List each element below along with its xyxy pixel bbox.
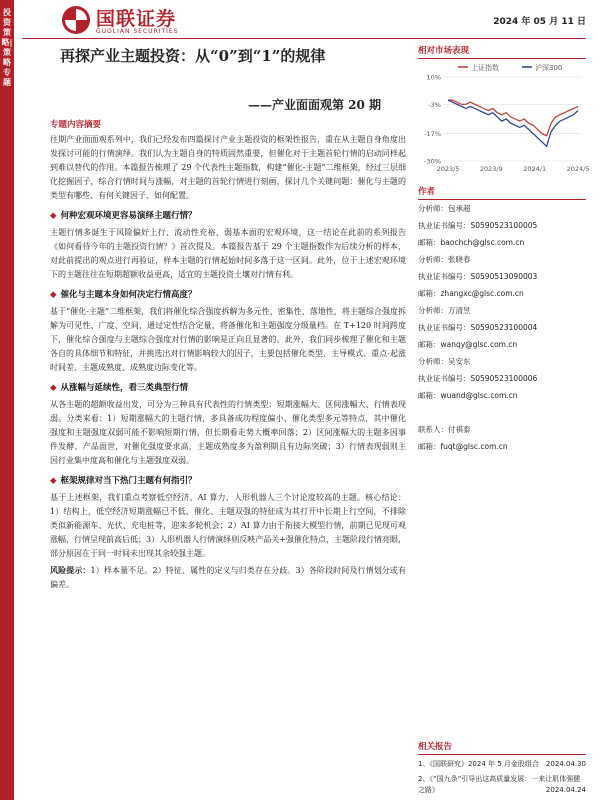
section-heading: ◆ 何种宏观环境更容易演绎主题行情？ xyxy=(50,211,197,221)
diamond-bullet-icon: ◆ xyxy=(50,476,57,486)
y-tick-label: -3% xyxy=(428,100,441,109)
y-tick-label: -30% xyxy=(424,157,441,166)
report-subtitle: ——产业面面观第 20 期 xyxy=(248,98,382,112)
vertical-category-bar xyxy=(0,0,14,800)
section-heading: ◆ 从涨幅与延续性，看三类典型行情 xyxy=(50,383,189,393)
author-line: 执业证书编号：S0590513090003 xyxy=(418,272,538,281)
logo-name-en: GUOLIAN SECURITIES xyxy=(96,28,179,35)
company-logo xyxy=(60,4,230,38)
author-line: 执业证书编号：S0590523100004 xyxy=(418,323,538,332)
series-line xyxy=(448,100,578,146)
author-line: 邮箱：zhangxc@glsc.com.cn xyxy=(418,289,524,298)
risk-text: 1）样本量不足。2）特征、属性的定义与归类存在分歧。3）各阶段时间及行情划分或有偏差。 xyxy=(50,566,407,589)
summary-heading: 专题内容摘要 xyxy=(50,120,102,130)
x-tick-label: 2023/9 xyxy=(479,165,503,173)
category-label: 投资策略|策略专题 xyxy=(1,8,13,87)
section-paragraph: 基于“催化-主题”二维框架，我们将催化综合强度拆解为多元性、密集性、落地性，将主题综合强度拆解为可见性、广度、空间，通过定性结合定量，将备催化和主题强度分级量档。在 T+120 时间跨度下，催化综合强度与主题综合强度对行情的影响是正向且显著的。此外，我们同步梳理了催化和主题各自的具体细节和特征，并挑选出对行情影响较大的因子，主要包括催化类型、主导模式、重点-起涨时间差、主题成熟度、成熟度边际变化等。 xyxy=(50,307,406,372)
market-chart-svg xyxy=(418,59,590,177)
diamond-bullet-icon: ◆ xyxy=(50,383,57,393)
author-line: 邮箱：wuand@glsc.com.cn xyxy=(418,391,518,400)
y-tick-label: 10% xyxy=(426,73,441,82)
author-line: 分析师：吴安东 xyxy=(418,357,471,366)
market-performance-panel xyxy=(418,44,590,179)
x-tick-label: 2023/5 xyxy=(436,165,460,173)
market-heading: 相对市场表现 xyxy=(418,44,586,59)
author-line: 执业证书编号：S0590523100006 xyxy=(418,374,538,383)
authors-heading: 作者 xyxy=(418,185,586,200)
y-tick-label: -17% xyxy=(424,130,441,139)
market-chart xyxy=(418,59,590,179)
summary-paragraph: 往期产业面面观系列中，我们已经发布四篇探讨产业主题投资的框架性报告，重在从主题自身角度出发探讨可能的行情演绎。我们认为主题自身的特质固然重要，但催化对于主题首轮行情的启动同样起到难以替代的作用。本篇报告梳理了 29 个代表性主题指数，构建“催化-主题”二维框架，经过三层细化挖掘因子，综合行情时间与涨幅，对主题的首轮行情进行刻画，探讨几个关键问题：催化与主题的类型有哪些、有何关键因子、如何配置。 xyxy=(50,135,406,200)
related-heading: 相关报告 xyxy=(418,740,586,755)
section-paragraph: 主题行情多诞生于风险偏好上行、流动性充裕、弱基本面的宏观环境，这一结论在此前的系列报告《如何看待今年的主题投资行情？》首次提及。本篇报告基于 29 个主题指数作为后续分析的样本，对此前提出的观点进行再验证，样本主题的行情起始时间多落于这一区间。此外，位于上述宏观环境下的主题往往在短期超额收益更高，适宜的主题投资土壤对行情有利。 xyxy=(50,228,406,279)
section-heading: ◆ 框架规律对当下热门主题有何指引？ xyxy=(50,476,197,486)
report-title: 再探产业主题投资：从“0”到“1”的规律 xyxy=(60,47,326,65)
x-tick-label: 2024/1 xyxy=(523,165,547,173)
risk-paragraph xyxy=(50,563,406,592)
author-line: 分析师：张晓春 xyxy=(418,255,471,264)
diamond-bullet-icon: ◆ xyxy=(50,211,57,221)
section-paragraph: 从各主题的超额收益出发，可分为三种具有代表性的行情类型：短期涨幅大、区间涨幅大、行情表现弱。分类来看：1）短期涨幅大的主题行情，多具备成功程度偏小、催化类型多元等特点，其中催化强度和主题强度双弱可能不影响短期行情，但长期看走势大概率回落；2）区间涨幅大的主题多因事件发酵、产品面世，对催化强度要求高，主题成熟度多为盈利期且有边际突破；3）行情表现弱则主因行业集中度高和催化与主题强度双弱。 xyxy=(50,400,406,465)
logo-icon xyxy=(60,4,92,36)
risk-label: 风险提示： xyxy=(50,565,91,575)
related-report-item[interactable]: 1、《国联研究》2024 年 5 月金股组合 2024.04.30 xyxy=(418,760,586,768)
author-line: 分析师：包承超 xyxy=(418,204,471,213)
logo-name-cn: 国联证券 xyxy=(96,8,177,30)
legend-label: 沪深300 xyxy=(535,64,563,72)
author-line: 邮箱：fuqt@glsc.com.cn xyxy=(418,442,508,451)
series-line xyxy=(448,100,578,136)
main-content xyxy=(50,118,406,592)
authors-panel xyxy=(418,185,586,455)
author-line xyxy=(418,404,586,421)
author-line: 邮箱：wanqy@glsc.com.cn xyxy=(418,340,518,349)
author-line: 联系人：付祺泰 xyxy=(418,425,471,434)
header-divider xyxy=(22,38,586,39)
section-paragraph: 基于上述框架，我们重点考察低空经济、AI 算力、人形机器人三个讨论度较高的主题。核心结论：1）结构上，低空经济短期涨幅已不低，催化、主题双强的特征成为其打开中长期上行空间，不排除类似新能源车、光伏、充电桩等，迎来多轮机会；2）AI 算力由于衔接大模型行情，前期已见现可观涨幅，行情呈现前高后低；3）人形机器人行情演绎则反映产品关+强催化特点，主题阶段行情亮眼，部分原因在于同一时间未出现其余较强主题。 xyxy=(50,493,406,558)
author-line: 分析师：万清昱 xyxy=(418,306,471,315)
authors-list xyxy=(418,200,586,455)
diamond-bullet-icon: ◆ xyxy=(50,290,57,300)
author-line: 邮箱：baochch@glsc.com.cn xyxy=(418,238,525,247)
x-tick-label: 2024/5 xyxy=(566,165,590,173)
legend-label: 上证指数 xyxy=(471,64,499,72)
author-line: 执业证书编号：S0590523100005 xyxy=(418,221,538,230)
related-report-item[interactable]: 2、《“国九条”引导出这高质量发展：一来让肌体强健之路》 2024.04.24 xyxy=(418,775,586,794)
report-date: 2024 年 05 月 11 日 xyxy=(493,17,586,27)
section-heading: ◆ 催化与主题本身如何决定行情高度？ xyxy=(50,290,197,300)
related-reports-panel xyxy=(418,740,586,796)
